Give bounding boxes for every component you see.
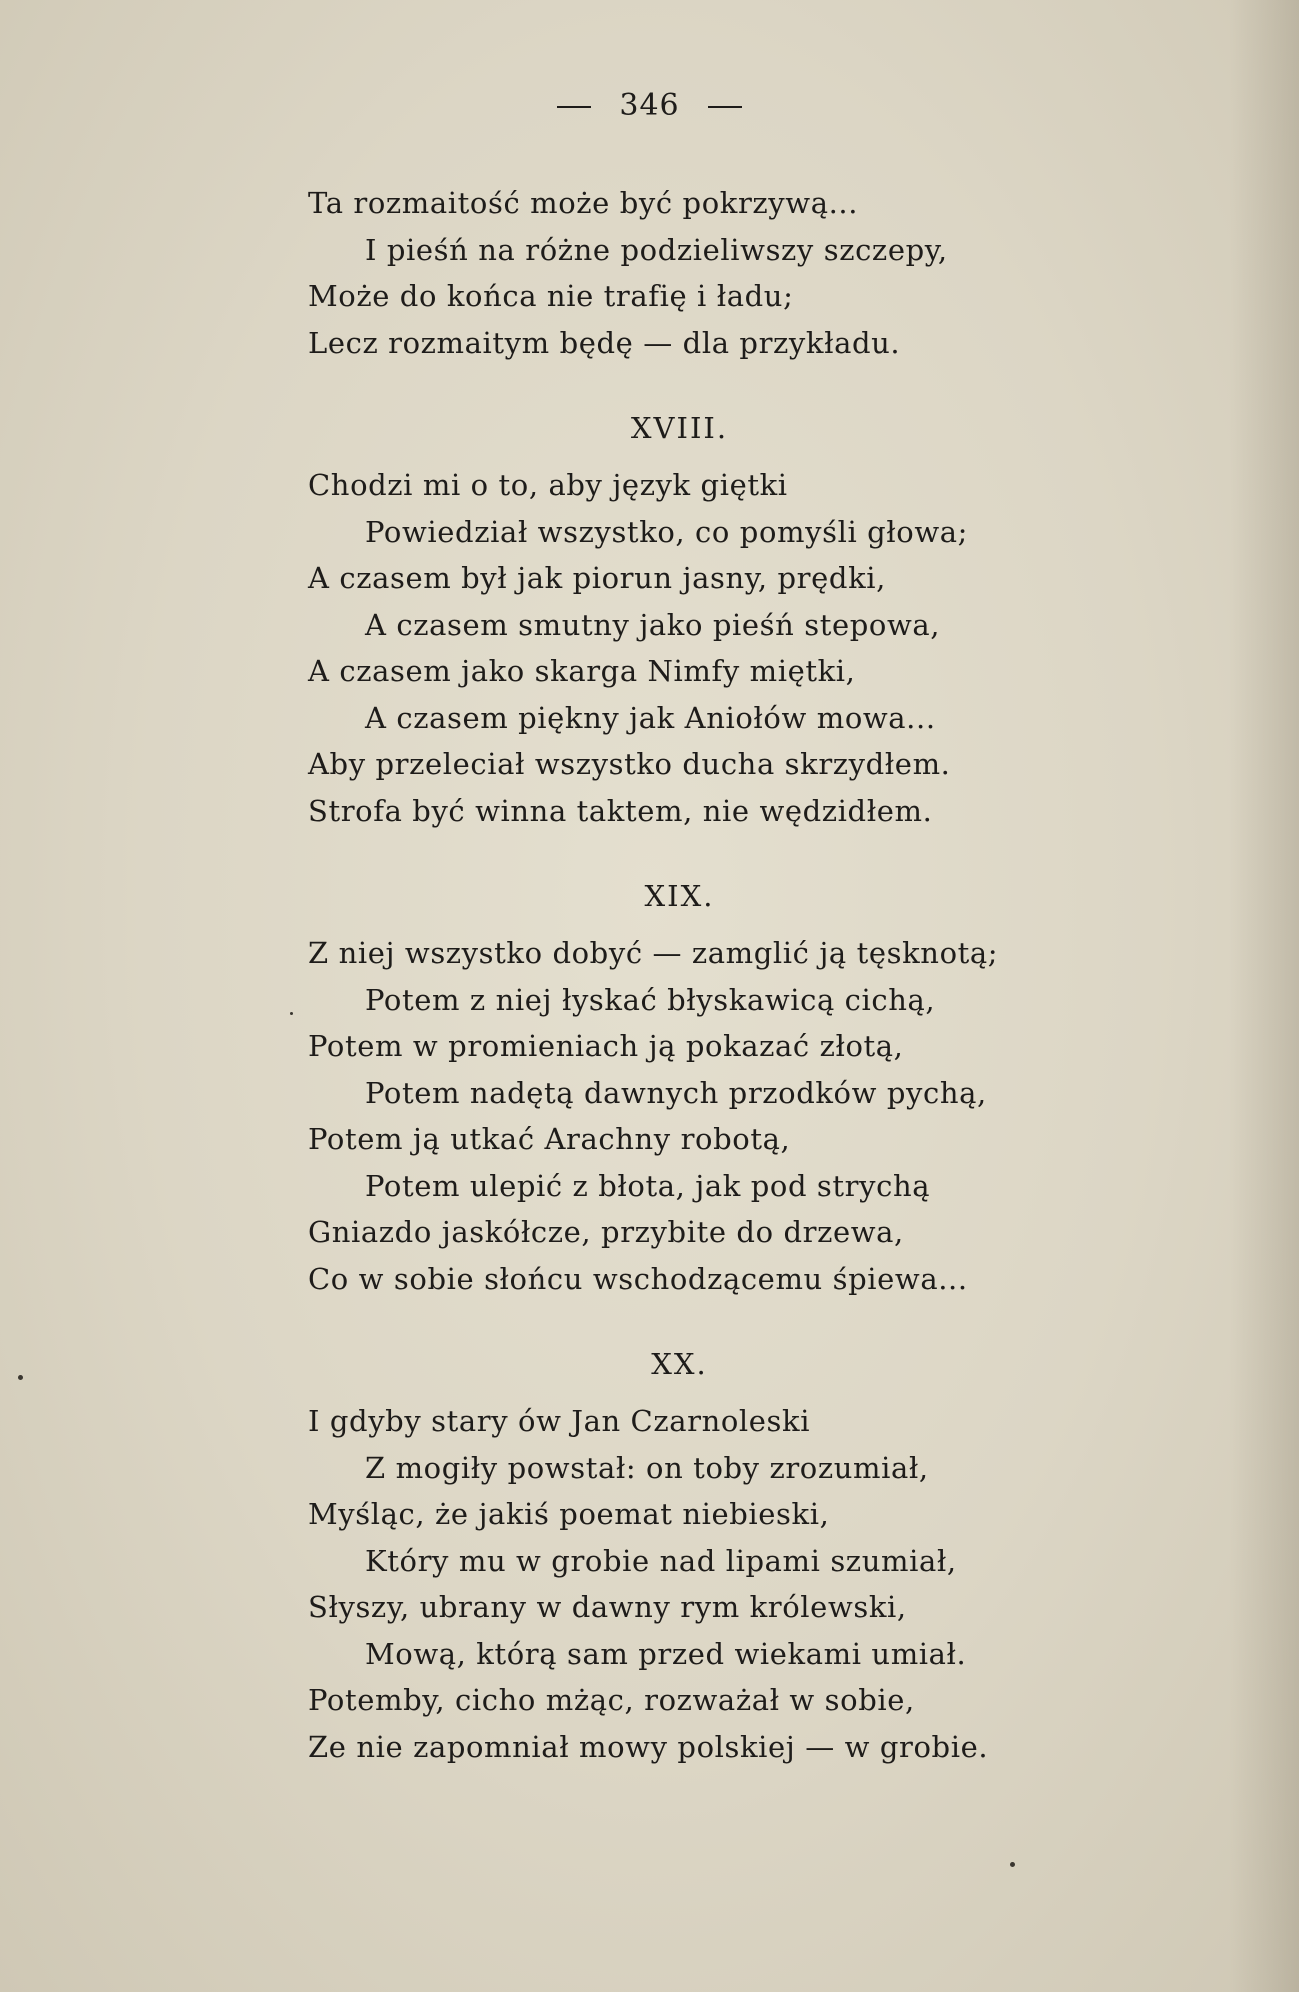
poem-line: Chodzi mi o to, aby język giętki [308,468,788,502]
page-edge-shadow [1229,0,1299,1992]
poem-line: Potem ją utkać Arachny robotą, [308,1122,791,1156]
page-number [0,88,1299,123]
poem-line: Potem z niej łyskać błyskawicą cichą, [365,982,936,1017]
stanza-xx [308,1398,1168,1770]
poem-line: A czasem smutny jako pieśń stepowa, [365,607,941,642]
poem-line: Słyszy, ubrany w dawny rym królewski, [308,1590,907,1624]
stanza-intro [308,180,1168,366]
poem-line: Potem w promieniach ją pokazać złotą, [308,1029,904,1063]
poem-line: Aby przeleciał wszystko ducha skrzydłem. [308,747,951,781]
poem-line: Gniazdo jaskółcze, przybite do drzewa, [308,1215,904,1249]
stanza-heading-xx: XX. [651,1347,708,1381]
stanza-xix [308,930,1168,1302]
paper-speck [18,1375,23,1380]
paper-speck [290,1012,293,1015]
paper-speck [1010,1862,1015,1867]
poem-line: Strofa być winna taktem, nie wędzidłem. [308,793,933,828]
poem-line: Który mu w grobie nad lipami szumiał, [365,1543,957,1578]
poem-line: Z mogiły powstał: on toby zrozumiał, [365,1450,929,1485]
poem-line: Z niej wszystko dobyć — zamglić ją tęsknotą; [308,936,999,970]
poem-line: Ze nie zapomniał mowy polskiej — w grobie. [308,1729,989,1764]
poem-line: Może do końca nie trafię i ładu; [308,279,794,313]
poem-line: Co w sobie słońcu wschodzącemu śpiewa... [308,1261,968,1296]
poem-text [308,180,1168,1770]
stanza-heading-xviii: XVIII. [630,411,729,445]
poem-line: Ta rozmaitość może być pokrzywą... [308,186,859,220]
poem-line: Mową, którą sam przed wiekami umiał. [365,1636,967,1671]
poem-line: Potemby, cicho mżąc, rozważał w sobie, [308,1683,915,1717]
page-number-dash-right [708,106,742,108]
stanza-heading-xix: XIX. [644,879,715,913]
stanza-xviii [308,462,1168,834]
poem-line: A czasem był jak piorun jasny, prędki, [308,561,886,595]
page-number-text: 346 [619,88,680,123]
poem-line: I pieśń na różne podzieliwszy szczepy, [365,232,948,267]
poem-line: A czasem jako skarga Nimfy miętki, [308,654,856,688]
poem-line: Powiedział wszystko, co pomyśli głowa; [365,514,969,549]
poem-line: I gdyby stary ów Jan Czarnoleski [308,1404,811,1438]
poem-line: Potem ulepić z błota, jak pod strychą [365,1168,931,1203]
poem-line: Potem nadętą dawnych przodków pychą, [365,1075,987,1110]
page-number-dash-left [557,106,591,108]
poem-line: Lecz rozmaitym będę — dla przykładu. [308,325,901,360]
poem-line: A czasem piękny jak Aniołów mowa... [365,700,936,735]
poem-line: Myśląc, że jakiś poemat niebieski, [308,1497,830,1531]
